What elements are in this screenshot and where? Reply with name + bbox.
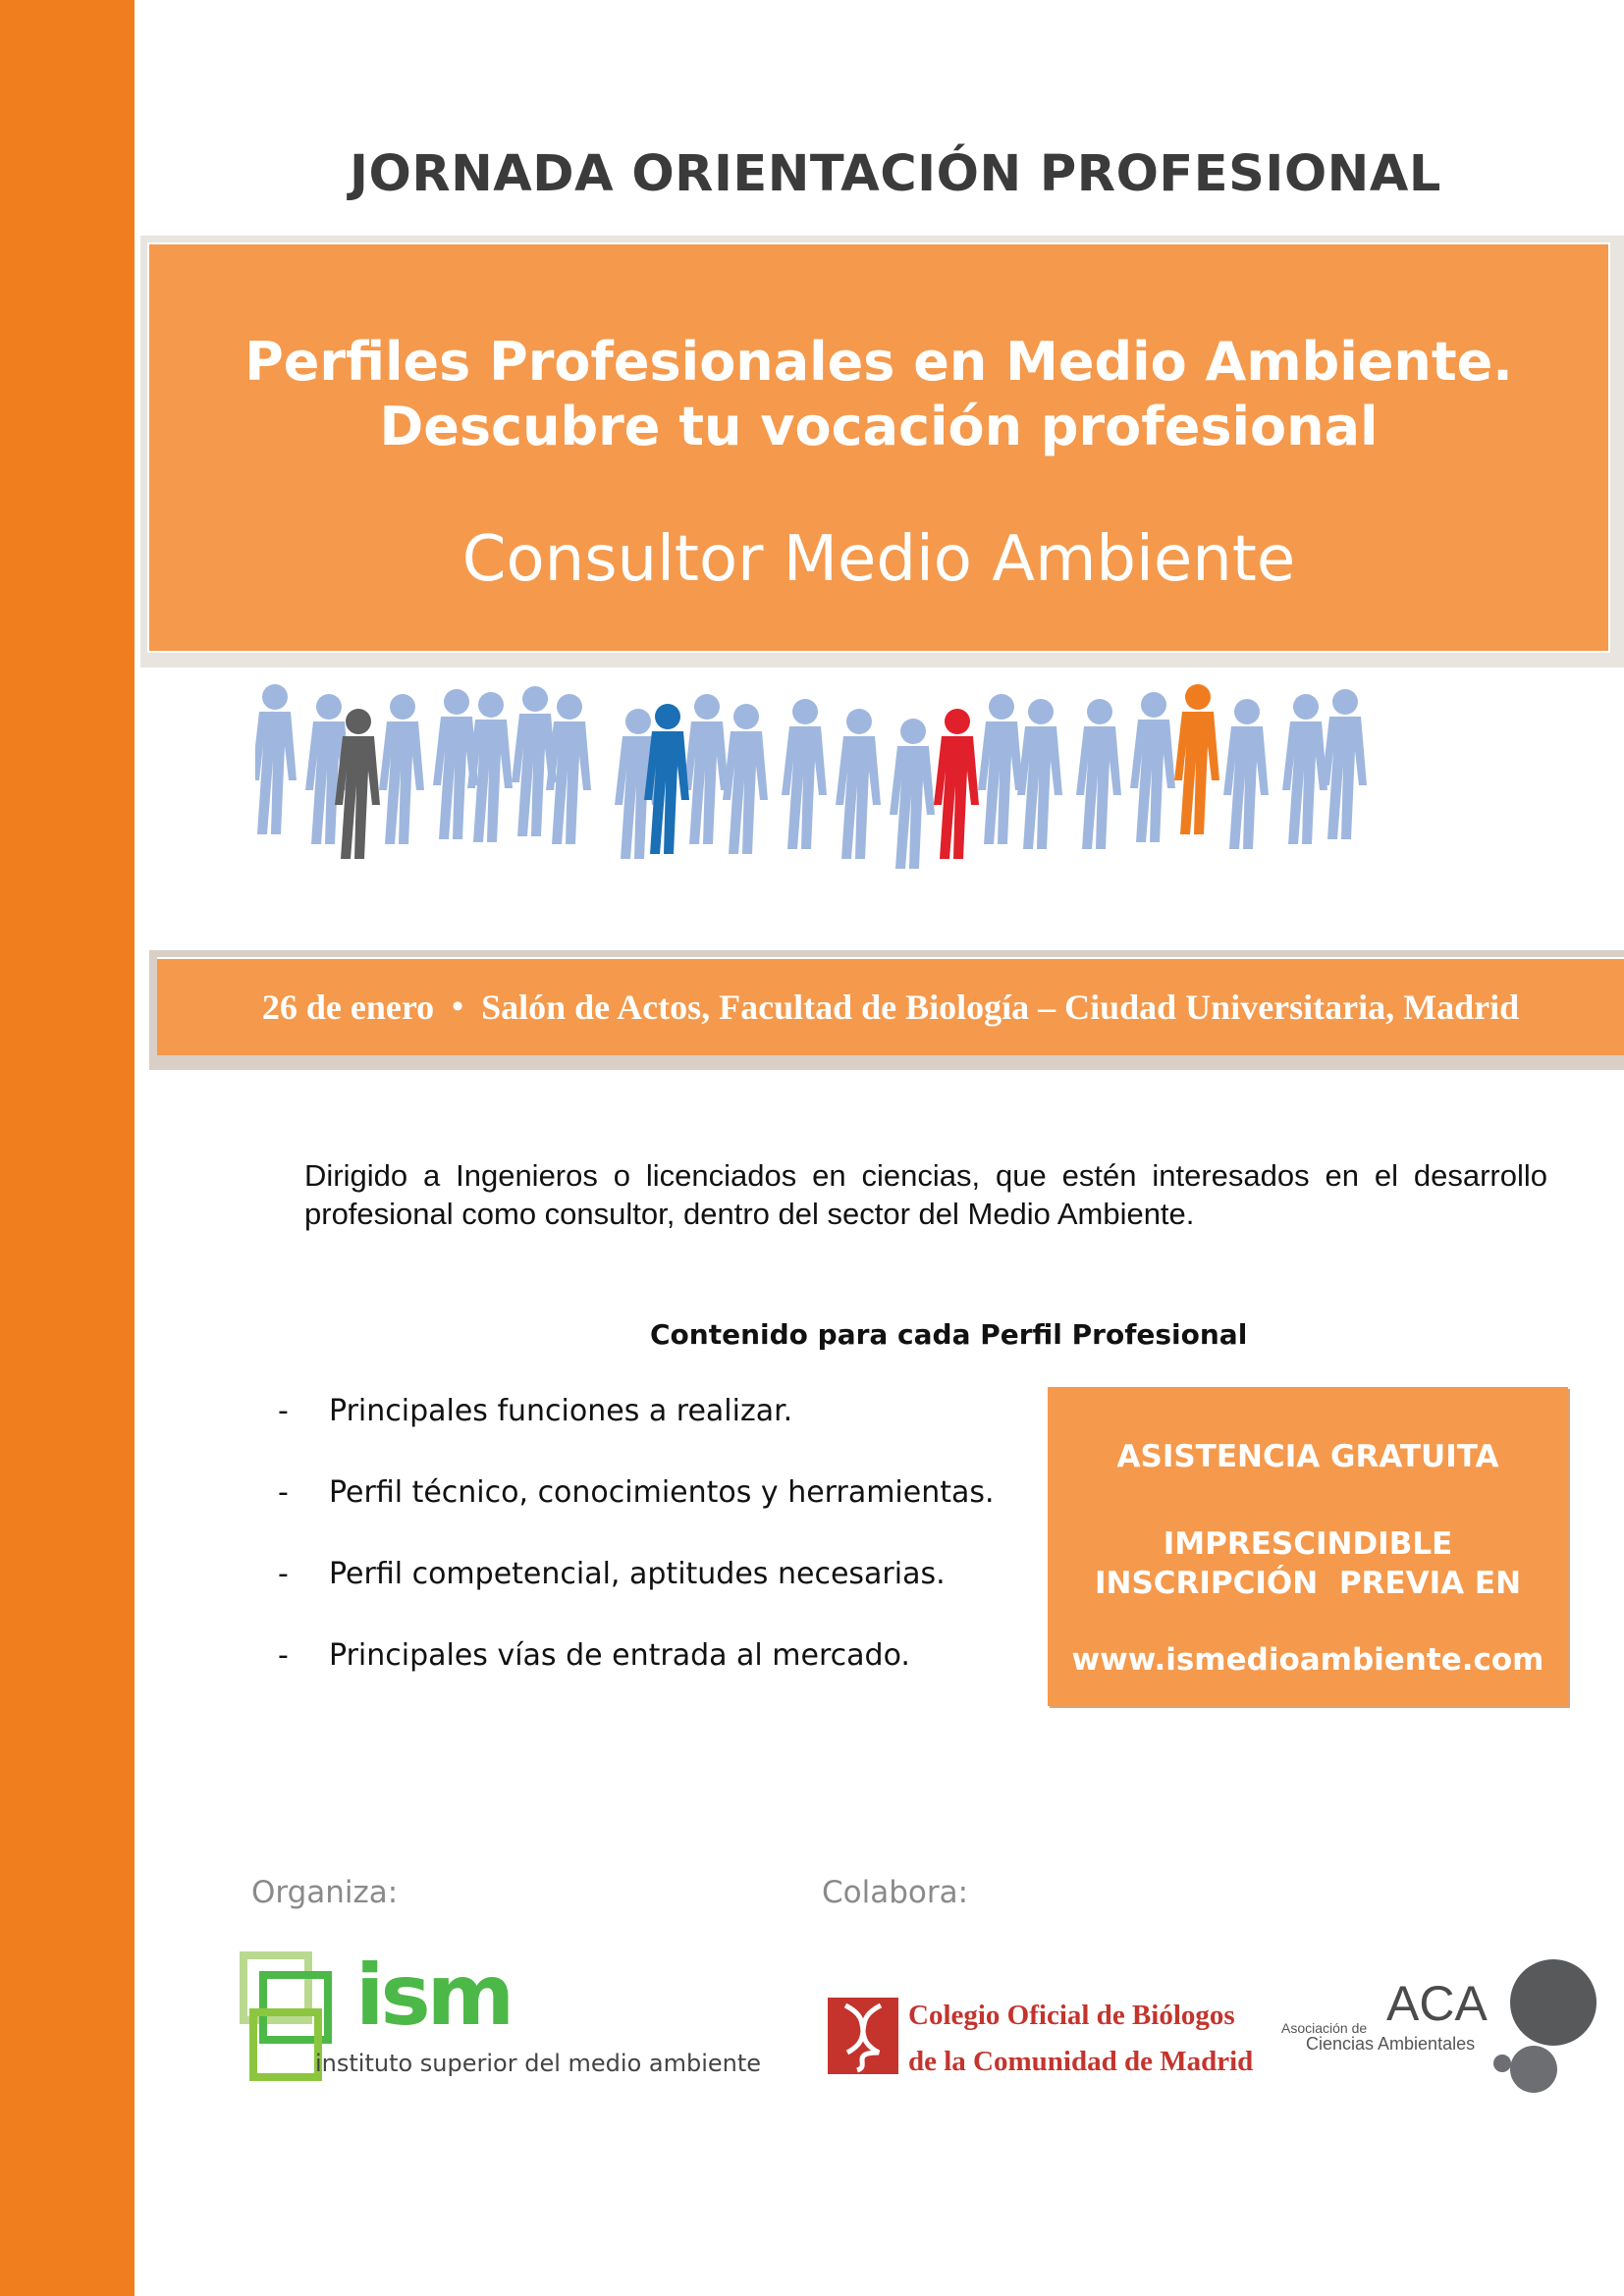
colegio-biologos-logo (828, 1993, 1254, 2081)
event-location: Salón de Actos, Facultad de Biología – Ciudad Universitaria, Madrid (481, 988, 1520, 1027)
event-date: 26 de enero (261, 988, 435, 1027)
event-info-bar (157, 957, 1624, 1055)
ism-caption: instituto superior del medio ambiente (315, 2050, 762, 2077)
colegio-line1: Colegio Oficial de Biólogos (908, 2000, 1235, 2031)
list-item: - Principales funciones a realizar. (278, 1394, 793, 1428)
hero-title-line1: Perfiles Profesionales en Medio Ambiente. (244, 331, 1513, 393)
colegio-line2: de la Comunidad de Madrid (908, 2046, 1254, 2077)
bullet-separator: • (452, 988, 464, 1025)
people-silhouettes-illustration (255, 667, 1532, 903)
hero-title-line2: Descubre tu vocación profesional (379, 396, 1379, 457)
list-item: - Perfil técnico, conocimientos y herramientas. (278, 1475, 995, 1510)
ism-logo (240, 1947, 762, 2094)
free-attendance-text: ASISTENCIA GRATUITA (1116, 1439, 1499, 1474)
content-list (278, 1394, 1024, 1720)
list-item: - Perfil competencial, aptitudes necesarias. (278, 1557, 946, 1591)
hero-panel (147, 242, 1610, 653)
aca-line2: Ciencias Ambientales (1306, 2034, 1476, 2054)
organiza-label: Organiza: (251, 1875, 399, 1910)
page-title: JORNADA ORIENTACIÓN PROFESIONAL (350, 145, 1441, 203)
aca-acronym: ACA (1386, 1976, 1488, 2031)
registration-callout (1048, 1387, 1568, 1706)
aca-logo (1276, 1953, 1600, 2101)
list-item: - Principales vías de entrada al mercado. (278, 1638, 910, 1673)
registration-url-link[interactable]: www.ismedioambiente.com (1071, 1642, 1544, 1678)
orange-sidebar (0, 0, 135, 2296)
aca-line1: Asociación de (1281, 2020, 1368, 2036)
ism-wordmark: ism (355, 1947, 512, 2045)
registration-required-text: IMPRESCINDIBLE INSCRIPCIÓN PREVIA EN (1094, 1526, 1522, 1601)
content-heading: Contenido para cada Perfil Profesional (650, 1318, 1248, 1351)
hero-subtitle: Consultor Medio Ambiente (461, 523, 1296, 596)
intro-paragraph: Dirigido a Ingenieros o licenciados en ciencias, que estén interesados en el desarrollo profesional como consultor, dentro del sector del Medio Ambiente. (304, 1158, 1547, 1231)
colabora-label: Colabora: (822, 1875, 969, 1910)
